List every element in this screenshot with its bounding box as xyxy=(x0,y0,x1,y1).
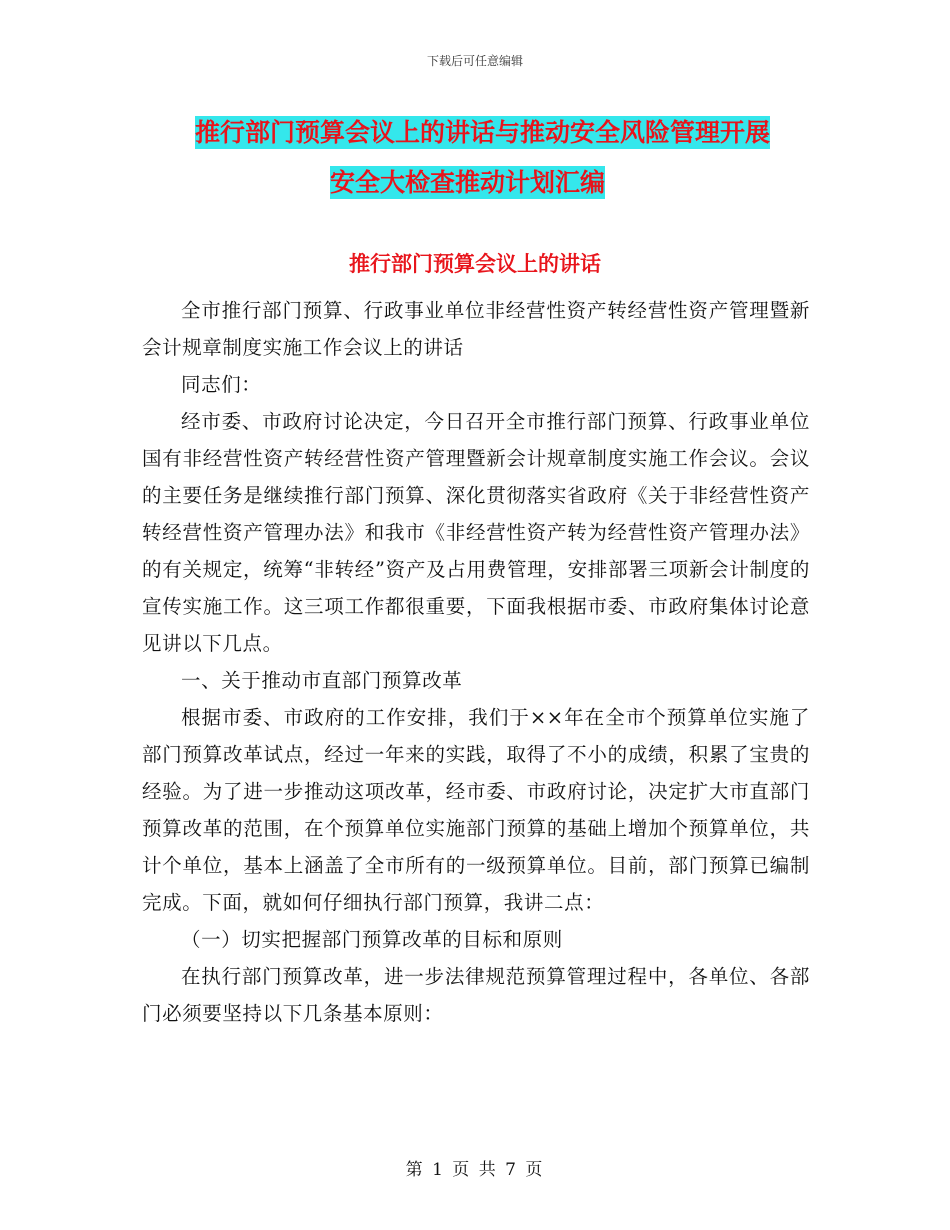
paragraph: 在执行部门预算改革，进一步法律规范预算管理过程中，各单位、各部门必须要坚持以下几条基本原则： xyxy=(142,965,810,1025)
title-line-2 xyxy=(185,158,825,208)
title-line-2-text: 安全大检查推动计划汇编 xyxy=(330,168,606,197)
title-line-1-text: 推行部门预算会议上的讲话与推动安全风险管理开展 xyxy=(195,118,771,147)
title-line-1 xyxy=(185,108,825,158)
page-footer: 第 1 页 共 7 页 xyxy=(405,1160,545,1180)
paragraph: 根据市委、市政府的工作安排，我们于××年在全市个预算单位实施了部门预算改革试点，经过一年来的实践，取得了不小的成绩，积累了宝贵的经验。为了进一步推动这项改革，经市委、市政府讨论，决定扩大市直部门预算改革的范围，在个预算单位实施部门预算的基础上增加个预算单位，共计个单位，基本上涵盖了全市所有的一级预算单位。目前，部门预算已编制完成。下面，就如何仔细执行部门预算，我讲二点： xyxy=(142,706,810,914)
document-title xyxy=(185,108,825,208)
paragraph: 全市推行部门预算、行政事业单位非经营性资产转经营性资产管理暨新会计规章制度实施工作会议上的讲话 xyxy=(142,299,810,359)
paragraph: 一、关于推动市直部门预算改革 xyxy=(181,669,463,692)
section-title: 推行部门预算会议上的讲话 xyxy=(349,252,601,276)
paragraph: 经市委、市政府讨论决定，今日召开全市推行部门预算、行政事业单位国有非经营性资产转经营性资产管理暨新会计规章制度实施工作会议。会议的主要任务是继续推行部门预算、深化贯彻落实省政府《关于非经营性资产转经营性资产管理办法》和我市《非经营性资产转为经营性资产管理办法》的有关规定，统筹“非转经”资产及占用费管理，安排部署三项新会计制度的宣传实施工作。这三项工作都很重要，下面我根据市委、市政府集体讨论意见讲以下几点。 xyxy=(142,410,810,655)
header-note: 下载后可任意编辑 xyxy=(426,54,523,68)
paragraph: （一）切实把握部门预算改革的目标和原则 xyxy=(181,928,563,951)
document-body xyxy=(142,292,810,1032)
paragraph: 同志们： xyxy=(181,373,262,396)
